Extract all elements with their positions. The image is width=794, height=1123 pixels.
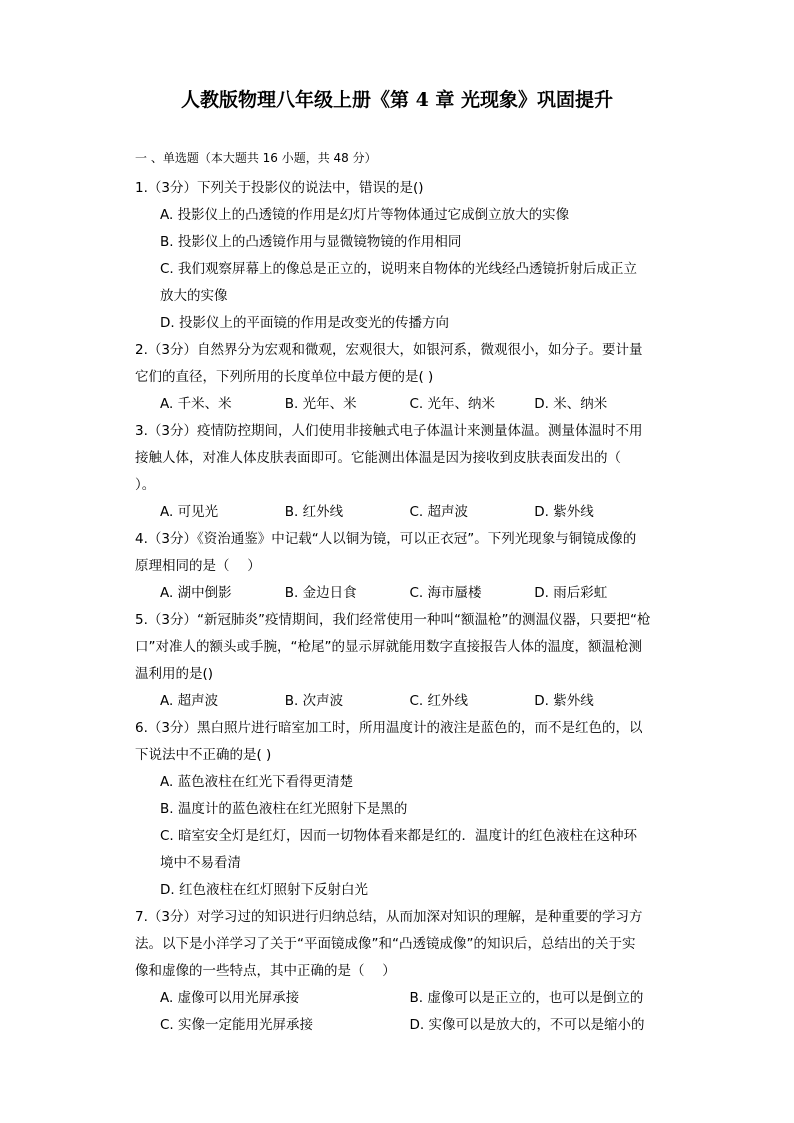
option-d: D. 红色液柱在红灯照射下反射白光	[160, 882, 368, 898]
option-b: B. 金边日食	[284, 585, 357, 601]
question-stem-continued: 像和虚像的一些特点，其中正确的是（ ）	[135, 963, 396, 979]
question-stem-continued: 温利用的是()	[135, 666, 214, 682]
option-b: B. 温度计的蓝色液柱在红光照射下是黑的	[160, 801, 408, 817]
option-c: C. 暗室安全灯是红灯，因而一切物体看来都是红的．温度计的红色液柱在这种环	[160, 828, 638, 844]
option-d: D. 雨后彩虹	[534, 585, 608, 601]
option-d: D. 紫外线	[534, 693, 594, 709]
option-a: A. 虚像可以用光屏承接	[160, 990, 300, 1006]
option-c: C. 超声波	[409, 504, 469, 520]
question-stem-continued: ）。	[135, 477, 156, 493]
option-b: B. 次声波	[284, 693, 344, 709]
question-2	[135, 337, 659, 418]
option-c: C. 海市蜃楼	[409, 585, 482, 601]
question-4	[135, 526, 659, 607]
question-6	[135, 715, 659, 904]
option-row	[135, 391, 659, 418]
option-row	[135, 580, 659, 607]
section-heading: 一 、单选题（本大题共 16 小题，共 48 分）	[135, 151, 377, 165]
option-a: A. 可见光	[160, 504, 219, 520]
option-a: A. 千米、米	[160, 396, 232, 412]
question-7	[135, 904, 659, 1039]
option-a: A. 投影仪上的凸透镜的作用是幻灯片等物体通过它成倒立放大的实像	[160, 207, 570, 223]
option-a: A. 蓝色液柱在红光下看得更清楚	[160, 774, 354, 790]
option-a: A. 超声波	[160, 693, 219, 709]
question-stem: 2.（3分）自然界分为宏观和微观，宏观很大，如银河系，微观很小，如分子。要计量	[135, 342, 643, 358]
option-row	[135, 985, 659, 1012]
question-stem-continued: 口”对准人的额头或手腕，“枪尾”的显示屏就能用数字直接报告人体的温度，额温枪测	[135, 639, 642, 655]
option-c: C. 实像一定能用光屏承接	[160, 1017, 314, 1033]
question-stem: 4.（3分）《资治通鉴》中记载“人以铜为镜，可以正衣冠”。下列光现象与铜镜成像的	[135, 531, 637, 547]
question-stem: 7.（3分）对学习过的知识进行归纳总结，从而加深对知识的理解，是种重要的学习方	[135, 909, 643, 925]
option-d: D. 紫外线	[534, 504, 594, 520]
option-c: C. 红外线	[409, 693, 469, 709]
option-b: B. 光年、米	[284, 396, 357, 412]
question-stem: 3.（3分）疫情防控期间，人们使用非接触式电子体温计来测量体温。测量体温时不用	[135, 423, 643, 439]
question-5	[135, 607, 659, 715]
option-a: A. 湖中倒影	[160, 585, 232, 601]
option-c-continued: 放大的实像	[160, 288, 228, 304]
option-b: B. 红外线	[284, 504, 344, 520]
option-c: C. 我们观察屏幕上的像总是正立的，说明来自物体的光线经凸透镜折射后成正立	[160, 261, 638, 277]
question-stem: 1.（3分）下列关于投影仪的说法中，错误的是()	[135, 180, 424, 196]
question-stem-continued: 接触人体，对准人体皮肤表面即可。它能测出体温是因为接收到皮肤表面发出的（	[135, 450, 621, 466]
option-b: B. 虚像可以是正立的，也可以是倒立的	[409, 990, 644, 1006]
option-row	[135, 1012, 659, 1039]
question-1	[135, 175, 659, 337]
question-stem-continued: 原理相同的是（ ）	[135, 558, 261, 574]
option-c: C. 光年、纳米	[409, 396, 496, 412]
question-stem: 5.（3分）“新冠肺炎”疫情期间，我们经常使用一种叫“额温枪”的测温仪器，只要把“枪	[135, 612, 651, 628]
option-b: B. 投影仪上的凸透镜作用与显微镜物镜的作用相同	[160, 234, 462, 250]
option-d: D. 米、纳米	[534, 396, 608, 412]
question-stem-continued: 它们的直径，下列所用的长度单位中最方便的是( )	[135, 369, 434, 385]
option-d: D. 实像可以是放大的，不可以是缩小的	[409, 1017, 645, 1033]
option-row	[135, 688, 659, 715]
question-stem: 6.（3分）黑白照片进行暗室加工时，所用温度计的液注是蓝色的，而不是红色的，以	[135, 720, 643, 736]
option-row	[135, 499, 659, 526]
question-3	[135, 418, 659, 526]
question-list	[135, 175, 659, 1039]
option-c-continued: 境中不易看清	[160, 855, 241, 871]
question-stem-continued: 下说法中不正确的是( )	[135, 747, 272, 763]
page-title: 人教版物理八年级上册《第 4 章 光现象》巩固提升	[180, 89, 614, 111]
option-d: D. 投影仪上的平面镜的作用是改变光的传播方向	[160, 315, 449, 331]
question-stem-continued: 法。以下是小洋学习了关于“平面镜成像”和“凸透镜成像”的知识后，总结出的关于实	[135, 936, 636, 952]
